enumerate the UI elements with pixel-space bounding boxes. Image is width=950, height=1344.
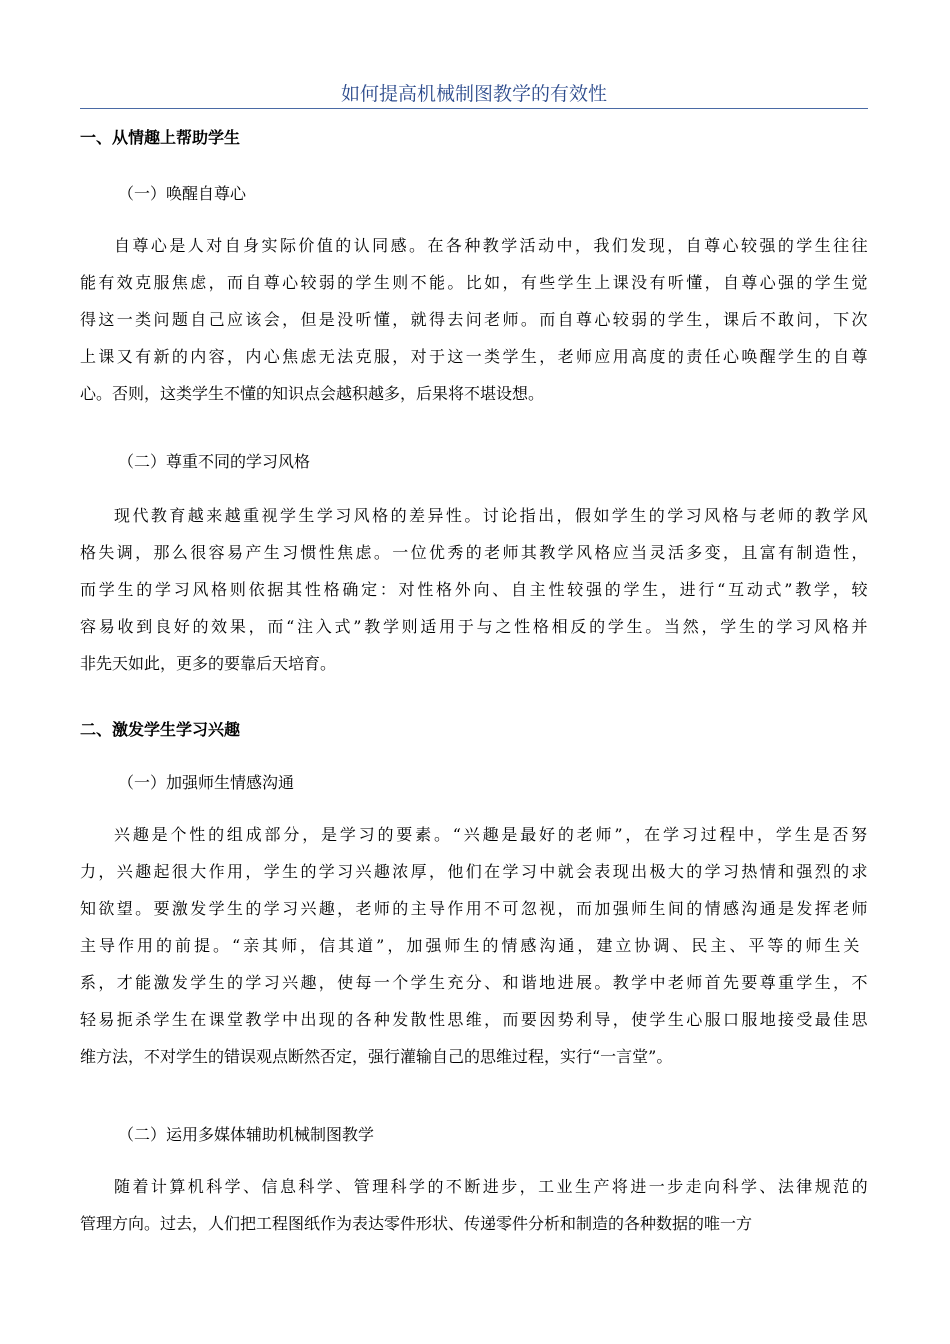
paragraph-line: 自尊心是人对自身实际价值的认同感。在各种教学活动中，我们发现，自尊心较强的学生往往 [114, 236, 871, 255]
paragraph-line: 能有效克服焦虑，而自尊心较弱的学生则不能。比如，有些学生上课没有听懂，自尊心强的学生觉 [80, 273, 870, 292]
section-heading: 二、激发学生学习兴趣 [80, 720, 241, 739]
paragraph-line: 轻易扼杀学生在课堂教学中出现的各种发散性思维，而要因势利导，使学生心服口服地接受最佳思 [80, 1010, 870, 1029]
paragraph-line: 管理方向。过去，人们把工程图纸作为表达零件形状、传递零件分析和制造的各种数据的唯一方 [80, 1214, 753, 1233]
document-title: 如何提高机械制图教学的有效性 [340, 83, 607, 105]
subsection-heading: （一）加强师生情感沟通 [118, 773, 295, 792]
paragraph-line: 格失调，那么很容易产生习惯性焦虑。一位优秀的老师其教学风格应当灵活多变，且富有制造性， [80, 543, 870, 562]
paragraph-line: 上课又有新的内容，内心焦虑无法克服，对于这一类学生，老师应用高度的责任心唤醒学生的自尊 [80, 347, 870, 366]
subsection-heading: （二）尊重不同的学习风格 [118, 452, 311, 471]
paragraph-line: 心。否则，这类学生不懂的知识点会越积越多，后果将不堪设想。 [80, 384, 545, 403]
paragraph-line: 知欲望。要激发学生的学习兴趣，老师的主导作用不可忽视，而加强师生间的情感沟通是发挥老师 [80, 899, 870, 918]
title-underline [80, 108, 868, 109]
subsection-heading: （二）运用多媒体辅助机械制图教学 [118, 1125, 375, 1144]
paragraph-line: 系，才能激发学生的学习兴趣，使每一个学生充分、和谐地进展。教学中老师首先要尊重学生，不 [80, 973, 870, 992]
paragraph-line: 而学生的学习风格则依据其性格确定：对性格外向、自主性较强的学生，进行“互动式”教学，较 [80, 580, 871, 599]
paragraph-line: 非先天如此，更多的要靠后天培育。 [80, 654, 337, 673]
paragraph-line: 现代教育越来越重视学生学习风格的差异性。讨论指出，假如学生的学习风格与老师的教学风 [114, 506, 871, 525]
paragraph [80, 816, 870, 1075]
paragraph [80, 1168, 870, 1242]
paragraph-line: 主导作用的前提。“亲其师，信其道”，加强师生的情感沟通，建立协调、民主、平等的师生关 [80, 936, 863, 955]
paragraph-line: 容易收到良好的效果，而“注入式”教学则适用于与之性格相反的学生。当然，学生的学习风格并 [80, 617, 871, 636]
paragraph [80, 227, 870, 412]
section-heading: 一、从情趣上帮助学生 [80, 128, 241, 147]
paragraph-line: 维方法，不对学生的错误观点断然否定，强行灌输自己的思维过程，实行“一言堂”。 [80, 1047, 673, 1066]
paragraph-line: 得这一类问题自己应该会，但是没听懂，就得去问老师。而自尊心较弱的学生，课后不敢问，下次 [80, 310, 870, 329]
paragraph-line: 力，兴趣起很大作用，学生的学习兴趣浓厚，他们在学习中就会表现出极大的学习热情和强烈的求 [80, 862, 870, 881]
subsection-heading: （一）唤醒自尊心 [118, 184, 247, 203]
paragraph-line: 兴趣是个性的组成部分，是学习的要素。“兴趣是最好的老师”，在学习过程中，学生是否努 [114, 825, 870, 844]
paragraph-line: 随着计算机科学、信息科学、管理科学的不断进步，工业生产将进一步走向科学、法律规范的 [114, 1177, 871, 1196]
paragraph [80, 497, 870, 682]
